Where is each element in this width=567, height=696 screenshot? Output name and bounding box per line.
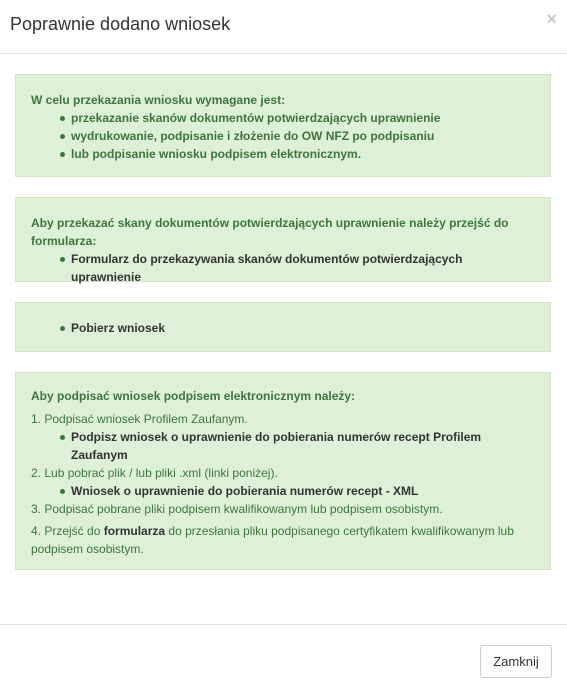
step-4 — [31, 522, 535, 558]
requirements-heading: W celu przekazania wniosku wymagane jest: — [31, 93, 286, 107]
xml-download-link[interactable]: Wniosek o uprawnienie do pobierania numerów recept - XML — [71, 482, 535, 500]
form-link[interactable]: formularza — [103, 524, 166, 538]
step-2: 2. Lub pobrać plik / lub pliki .xml (linki poniżej). — [31, 466, 278, 480]
step-1: 1. Podpisać wniosek Profilem Zaufanym. — [31, 412, 248, 426]
e-signature-heading: Aby podpisać wniosek podpisem elektronicznym należy: — [31, 389, 356, 403]
step-3: 3. Podpisać pobrane pliki podpisem kwalifikowanym lub podpisem osobistym. — [31, 502, 443, 516]
sign-profil-zaufany-link[interactable]: Podpisz wniosek o uprawnienie do pobierania numerów recept Profilem Zaufanym — [71, 428, 535, 464]
list-item: lub podpisanie wniosku podpisem elektronicznym. — [71, 145, 535, 163]
close-button[interactable]: Zamknij — [480, 645, 552, 678]
modal-title: Poprawnie dodano wniosek — [10, 14, 231, 34]
scan-upload-alert — [15, 197, 551, 282]
scan-upload-heading: Aby przekazać skany dokumentów potwierdzających uprawnienie należy przejść do formularza: — [31, 216, 509, 248]
step-4-text-start: 4. Przejść do — [31, 524, 104, 538]
step-2-list — [31, 482, 535, 500]
download-alert — [15, 302, 551, 352]
modal-header — [0, 0, 567, 54]
step-4-text-end: do przesłania pliku podpisanego certyfikatem kwalifikowanym lub podpisem osobistym. — [31, 524, 514, 556]
e-signature-alert — [15, 372, 551, 570]
download-list — [31, 319, 535, 337]
download-application-link[interactable]: Pobierz wniosek — [71, 319, 535, 337]
requirements-list — [31, 109, 535, 163]
modal-footer — [0, 624, 567, 696]
scan-upload-list — [31, 250, 535, 286]
list-item: wydrukowanie, podpisanie i złożenie do OW NFZ po podpisaniu — [71, 127, 535, 145]
scan-upload-form-link[interactable]: Formularz do przekazywania skanów dokumentów potwierdzających uprawnienie — [71, 250, 535, 286]
close-icon[interactable]: × — [546, 9, 557, 29]
requirements-alert — [15, 74, 551, 177]
step-1-list — [31, 428, 535, 464]
list-item: przekazanie skanów dokumentów potwierdzających uprawnienie — [71, 109, 535, 127]
